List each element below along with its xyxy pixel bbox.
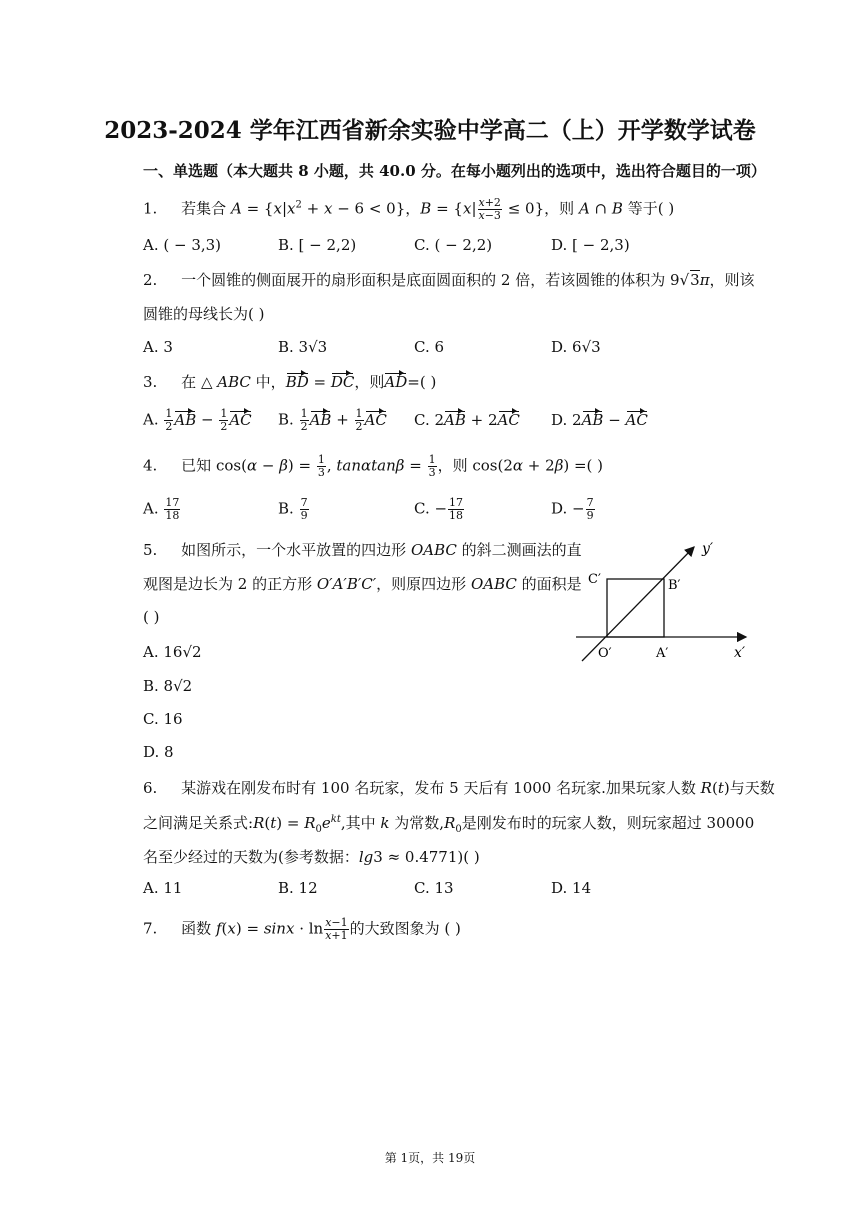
option-c: C. 6	[414, 338, 445, 356]
question-number: 3.	[143, 373, 158, 391]
question-6-line-3: 名至少经过的天数为(参考数据：lg3 ≈ 0.4771)( )	[143, 848, 480, 866]
question-text: 一个圆锥的侧面展开的扇形面积是底面圆面积的 2 倍，若该圆锥的体积为	[181, 271, 666, 289]
math-fraction: $\frac{x+2}{x-3}$	[478, 196, 501, 222]
option-a: A. $\frac{17}{18}$	[143, 496, 180, 522]
question-text: ，则该	[709, 271, 755, 289]
option-d: D. [ − 2,3)	[551, 236, 630, 254]
option-b: B. $\frac{1}{2}$ AB + $\frac{1}{2}$ AC	[278, 407, 387, 433]
question-text: ，则原四边形	[376, 575, 467, 593]
option-d: D. 6√3	[551, 338, 601, 356]
question-text: ，	[405, 199, 421, 218]
option-c: C. 2AB + 2AC	[414, 411, 520, 429]
question-text: 之间满足关系式:	[143, 814, 254, 832]
option-a: A. 16√2	[143, 643, 202, 661]
label-o-prime: O′	[598, 646, 612, 661]
question-text: 已知	[181, 456, 212, 475]
question-text: 的斜二测画法的直	[461, 541, 582, 559]
question-6-line-2: 之间满足关系式:R(t) = $R_0e^{kt}$,其中 k 为常数$,R_0$是刚发布时的玩家人数，则玩家超过 30000	[143, 814, 755, 835]
question-text: =( )	[573, 456, 604, 475]
question-number: 1.	[143, 199, 158, 218]
question-text: ，则	[437, 456, 468, 475]
question-text: 的面积是	[521, 575, 582, 593]
question-2: 2. 一个圆锥的侧面展开的扇形面积是底面圆面积的 2 倍，若该圆锥的体积为 9√3π，则该	[143, 271, 755, 289]
question-text: )( )	[457, 848, 480, 866]
question-3: 3. 在 △ ABC 中，BD = DC，则AD=( )	[143, 373, 437, 391]
option-a: A. 11	[143, 879, 183, 897]
option-c: C. 13	[414, 879, 454, 897]
question-6: 6. 某游戏在刚发布时有 100 名玩家，发布 5 天后有 1000 名玩家.加果玩家人数 R(t)与天数	[143, 779, 775, 797]
question-text: 某游戏在刚发布时有 100 名玩家，发布 5 天后有 1000 名玩家.加果玩家人数	[181, 779, 696, 797]
question-text: 与天数	[729, 779, 775, 797]
option-d: D. 8	[143, 743, 174, 761]
question-number: 2.	[143, 271, 158, 289]
label-b-prime: B′	[668, 578, 681, 593]
question-number: 7.	[143, 919, 158, 938]
question-7: 7. 函数 f(x) = sinx · ln $\frac{x-1}{x+1}$ 的大致图象为 ( )	[143, 916, 461, 942]
question-text: 的大致图象为 ( )	[349, 919, 461, 938]
question-5-line-2: 观图是边长为 2 的正方形 O′A′B′C′，则原四边形 OABC 的面积是	[143, 575, 582, 593]
square-outline	[607, 579, 664, 637]
question-number: 5.	[143, 541, 158, 559]
option-b: B. 12	[278, 879, 318, 897]
option-b: B. $\frac{7}{9}$	[278, 496, 308, 522]
question-number: 6.	[143, 779, 158, 797]
question-5-line-3: ( )	[143, 608, 160, 626]
oblique-projection-figure	[570, 535, 760, 665]
question-text: 如图所示，一个水平放置的四边形	[181, 541, 407, 559]
option-d: D. 2AB − AC	[551, 411, 648, 429]
question-text: ,其中	[340, 814, 376, 832]
option-b: B. 3√3	[278, 338, 328, 356]
option-b: B. 8√2	[143, 677, 193, 695]
option-c: C. ( − 2,2)	[414, 236, 493, 254]
page-footer: 第 1页，共 19页	[384, 1151, 476, 1165]
label-y-prime: y′	[702, 541, 714, 557]
question-text: =( )	[407, 373, 437, 391]
math-set-a: A	[230, 199, 242, 218]
label-a-prime: A′	[656, 646, 669, 661]
option-d: D. − $\frac{7}{9}$	[551, 496, 594, 522]
question-text: 观图是边长为 2 的正方形	[143, 575, 313, 593]
question-5: 5. 如图所示，一个水平放置的四边形 OABC 的斜二测画法的直	[143, 541, 582, 559]
option-b: B. [ − 2,2)	[278, 236, 357, 254]
question-text: ，则	[544, 199, 575, 218]
question-text: 是刚发布时的玩家人数，则玩家超过 30000	[461, 814, 755, 832]
question-text: 中，	[255, 373, 286, 391]
y-axis	[582, 547, 694, 661]
label-c-prime: C′	[588, 572, 601, 587]
question-4: 4. 已知 cos(α − β) = $\frac{1}{3}$ , tanαtanβ = $\frac{1}{3}$ ，则 cos(2α + 2β) =( )	[143, 453, 604, 479]
label-x-prime: x′	[734, 645, 746, 661]
option-c: C. − $\frac{17}{18}$	[414, 496, 464, 522]
question-number: 4.	[143, 456, 158, 475]
option-c: C. 16	[143, 710, 183, 728]
question-text: ，则	[354, 373, 385, 391]
question-text: 名至少经过的天数为(参考数据：	[143, 848, 359, 866]
question-text: 若集合	[181, 199, 227, 218]
section-heading: 一、单选题（本大题共 8 小题，共 40.0 分。在每小题列出的选项中，选出符合题目的一项）	[143, 162, 766, 180]
option-a: A. $\frac{1}{2}$ AB − $\frac{1}{2}$ AC	[143, 407, 252, 433]
question-text: 等于( )	[627, 199, 675, 218]
question-text: 为常数,	[394, 814, 445, 832]
option-a: A. ( − 3,3)	[143, 236, 222, 254]
page-title: 2023-2024 学年江西省新余实验中学高二（上）开学数学试卷	[104, 117, 756, 144]
question-1: 1. 若集合 $A = \{x|x^2 + x - 6 < 0\}$，B = {x| $\frac{x+2}{x-3}$ ≤ 0}，则 A ∩ B 等于( )	[143, 196, 675, 222]
option-d: D. 14	[551, 879, 592, 897]
question-text: 函数	[181, 919, 212, 938]
question-text: 在	[181, 373, 197, 391]
question-2-line-2: 圆锥的母线长为( )	[143, 305, 265, 323]
option-a: A. 3	[143, 338, 173, 356]
